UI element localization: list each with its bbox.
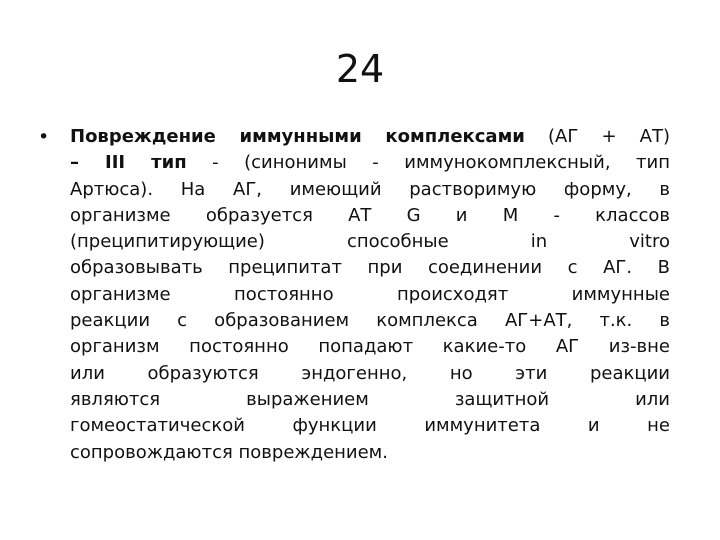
bold-type-label: – III тип <box>70 152 187 174</box>
paragraph-text <box>70 124 670 466</box>
text-line: образовывать преципитат при соединении с АГ. В <box>70 257 670 279</box>
text-line: (преципитирующие) способные in vitro <box>70 231 670 253</box>
text-line: гомеостатической функции иммунитета и не <box>70 415 670 437</box>
bold-heading: Повреждение иммунными комплексами <box>70 126 525 147</box>
text-line: Артюса). На АГ, имеющий растворимую форму, в <box>70 178 670 200</box>
text-line: организме постоянно происходят иммунные <box>70 283 670 305</box>
text-line: организм постоянно попадают какие-то АГ из-вне <box>70 336 670 358</box>
text-line: сопровождаются повреждением. <box>70 441 388 463</box>
text-fragment: - (синонимы - иммунокомплексный, тип <box>186 152 670 174</box>
text-line: реакции с образованием комплекса АГ+АТ, т.к. в <box>70 310 670 332</box>
text-line <box>70 150 670 176</box>
text-line: организме образуется АТ G и M - классов <box>70 204 670 226</box>
bullet-dot-icon: • <box>38 126 50 148</box>
slide-title: 24 <box>335 47 385 91</box>
text-fragment: (АГ + АТ) <box>524 126 670 147</box>
text-line: или образуются эндогенно, но эти реакции <box>70 362 670 384</box>
text-line <box>70 124 670 150</box>
text-line: являются выражением защитной или <box>70 388 670 410</box>
